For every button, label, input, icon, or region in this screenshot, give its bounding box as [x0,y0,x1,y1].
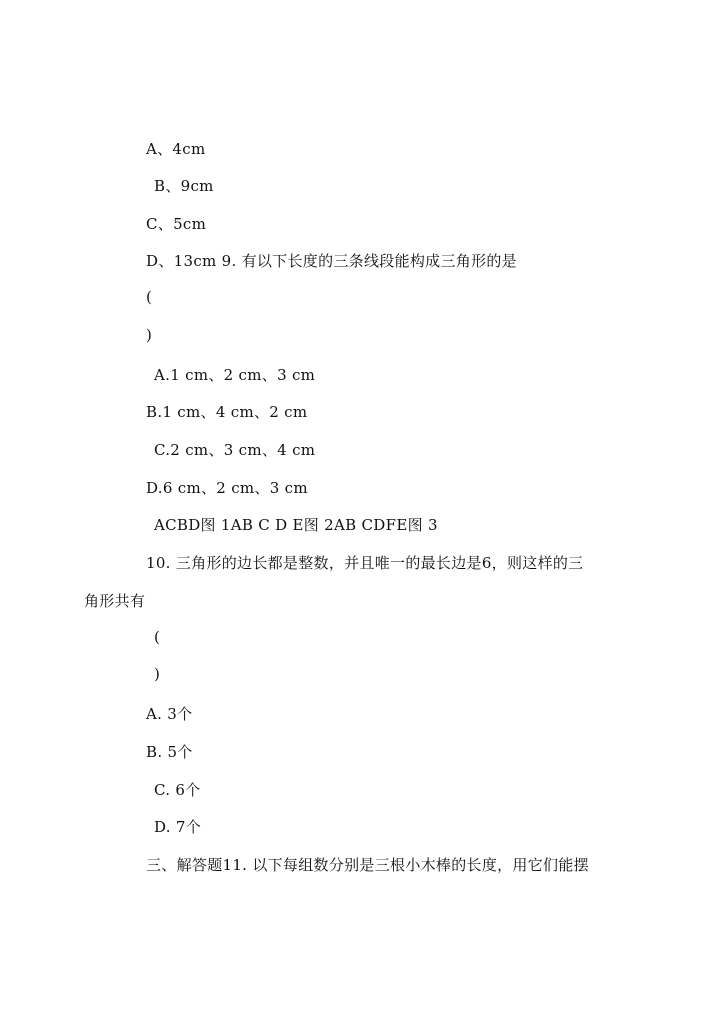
q10-open-paren: ( [154,628,161,646]
q8-option-a: A、4cm [146,140,206,158]
q9-option-a: A.1 cm、2 cm、3 cm [154,366,316,384]
q10-option-c: C. 6个 [154,781,201,799]
q10-option-a: A. 3个 [146,705,193,723]
q9-option-d: D.6 cm、2 cm、3 cm [146,479,308,497]
q9-option-c: C.2 cm、3 cm、4 cm [154,441,316,459]
section-3-q11-stem: 三、解答题11. 以下每组数分别是三根小木棒的长度，用它们能摆 [146,856,589,874]
q10-close-paren: ) [154,665,161,683]
q10-option-d: D. 7个 [154,818,202,836]
q9-close-paren: ) [146,326,153,344]
q8-option-d-and-q9-stem: D、13cm 9. 有以下长度的三条线段能构成三角形的是 [146,252,517,270]
q8-option-c: C、5cm [146,215,207,233]
q9-option-b: B.1 cm、4 cm、2 cm [146,403,308,421]
q10-stem-continued: 角形共有 [84,592,146,610]
q9-open-paren: ( [146,288,153,306]
q10-stem: 10. 三角形的边长都是整数，并且唯一的最长边是6，则这样的三 [146,554,584,572]
q10-option-b: B. 5个 [146,743,193,761]
figure-caption: ACBD图 1AB C D E图 2AB CDFE图 3 [154,516,438,534]
q8-option-b: B、9cm [154,177,214,195]
